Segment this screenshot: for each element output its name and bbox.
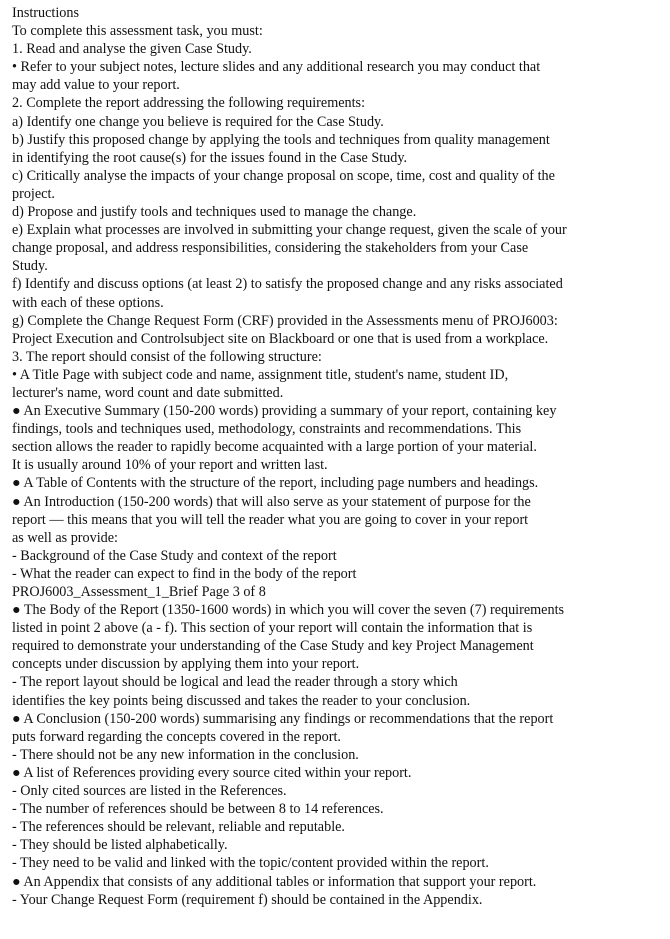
bullet-body-cont-1: listed in point 2 above (a - f). This section of your report will contain the information that is — [12, 620, 533, 637]
bullet-body-cont-2: required to demonstrate your understanding of the Case Study and key Project Management — [12, 638, 534, 655]
bullet-executive-summary: ● An Executive Summary (150-200 words) providing a summary of your report, containing key — [12, 403, 557, 420]
references-sub-valid: - They need to be valid and linked with the topic/content provided within the report. — [12, 855, 489, 872]
heading-instructions: Instructions — [12, 5, 79, 21]
bullet-refer-notes-cont: may add value to your report. — [12, 77, 180, 94]
body-sub-layout-cont: identifies the key points being discussed and takes the reader to your conclusion. — [12, 692, 471, 709]
bullet-introduction-cont-1: report — this means that you will tell the reader what you are going to cover in your report — [12, 511, 529, 528]
step-2: 2. Complete the report addressing the following requirements: — [12, 95, 366, 112]
conclusion-sub-no-new-info: - There should not be any new information in the conclusion. — [12, 746, 359, 763]
references-sub-count: - The number of references should be between 8 to 14 references. — [12, 801, 384, 818]
bullet-executive-summary-cont-1: findings, tools and techniques used, methodology, constraints and recommendations. This — [12, 421, 522, 438]
requirement-e-cont-1: change proposal, and address responsibilities, considering the stakeholders from your Case — [12, 240, 529, 257]
requirement-b-cont: in identifying the root cause(s) for the issues found in the Case Study. — [12, 149, 408, 166]
page-footer: PROJ6003_Assessment_1_Brief Page 3 of 8 — [12, 584, 266, 600]
bullet-title-page: • A Title Page with subject code and name, assignment title, student's name, student ID, — [12, 366, 509, 383]
bullet-refer-notes: • Refer to your subject notes, lecture slides and any additional research you may conduct that — [12, 59, 541, 76]
bullet-conclusion-cont: puts forward regarding the concepts covered in the report. — [12, 728, 341, 745]
bullet-table-of-contents: ● A Table of Contents with the structure of the report, including page numbers and headings. — [12, 475, 539, 492]
requirement-g-cont: Project Execution and Controlsubject site on Blackboard or one that is used from a workplace. — [12, 330, 549, 347]
requirement-e: e) Explain what processes are involved in submitting your change request, given the scale of your — [12, 222, 567, 239]
bullet-body-cont-3: concepts under discussion by applying them into your report. — [12, 656, 360, 673]
references-sub-alphabetical: - They should be listed alphabetically. — [12, 837, 228, 854]
intro-sub-background: - Background of the Case Study and context of the report — [12, 547, 337, 564]
requirement-f-cont: with each of these options. — [12, 294, 164, 311]
bullet-conclusion: ● A Conclusion (150-200 words) summarising any findings or recommendations that the report — [12, 710, 554, 727]
requirement-c: c) Critically analyse the impacts of your change proposal on scope, time, cost and quality of the — [12, 167, 555, 184]
references-sub-cited-only: - Only cited sources are listed in the References. — [12, 783, 287, 800]
bullet-introduction-cont-2: as well as provide: — [12, 529, 118, 546]
appendix-sub-crf: - Your Change Request Form (requirement f) should be contained in the Appendix. — [12, 891, 483, 908]
bullet-title-page-cont: lecturer's name, word count and date submitted. — [12, 384, 284, 401]
step-1: 1. Read and analyse the given Case Study. — [12, 41, 252, 58]
bullet-executive-summary-cont-3: It is usually around 10% of your report and written last. — [12, 457, 328, 474]
requirement-d: d) Propose and justify tools and techniques used to manage the change. — [12, 204, 417, 221]
assessment-instructions-document — [12, 4, 662, 909]
requirement-e-cont-2: Study. — [12, 258, 48, 275]
bullet-executive-summary-cont-2: section allows the reader to rapidly become acquainted with a large portion of your material. — [12, 439, 537, 456]
bullet-body: ● The Body of the Report (1350-1600 words) in which you will cover the seven (7) requirements — [12, 602, 565, 619]
bullet-appendix: ● An Appendix that consists of any additional tables or information that support your report. — [12, 873, 537, 890]
references-sub-quality: - The references should be relevant, reliable and reputable. — [12, 819, 345, 836]
body-sub-layout: - The report layout should be logical and lead the reader through a story which — [12, 674, 458, 691]
requirement-a: a) Identify one change you believe is required for the Case Study. — [12, 113, 384, 130]
requirement-f: f) Identify and discuss options (at least 2) to satisfy the proposed change and any risks associated — [12, 276, 563, 293]
bullet-introduction: ● An Introduction (150-200 words) that will also serve as your statement of purpose for the — [12, 493, 531, 510]
bullet-references: ● A list of References providing every source cited within your report. — [12, 764, 412, 781]
intro-line: To complete this assessment task, you must: — [12, 23, 263, 40]
intro-sub-expectations: - What the reader can expect to find in the body of the report — [12, 565, 357, 582]
requirement-b: b) Justify this proposed change by applying the tools and techniques from quality management — [12, 131, 550, 148]
requirement-g: g) Complete the Change Request Form (CRF) provided in the Assessments menu of PROJ6003: — [12, 312, 558, 329]
step-3: 3. The report should consist of the following structure: — [12, 348, 322, 365]
requirement-c-cont: project. — [12, 185, 55, 202]
